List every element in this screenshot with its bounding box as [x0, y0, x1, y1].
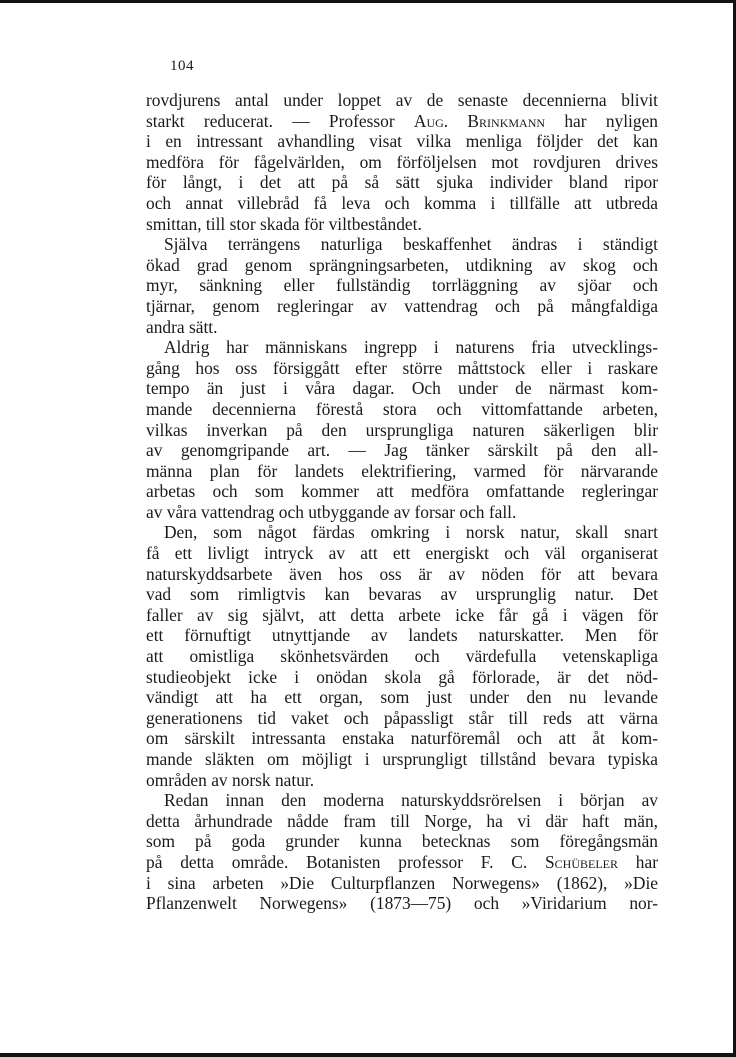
text-line: att omistliga skönhetsvärden och värdefulla vetenskapliga [146, 646, 658, 667]
text-line: ett förnuftigt utnyttjande av landets naturskatter. Men för [146, 625, 658, 646]
text-line: tempo än just i våra dagar. Och under de närmast kom- [146, 378, 658, 399]
page-number: 104 [170, 58, 194, 74]
text-line: vad som rimligtvis kan bevaras av ursprunglig natur. Det [146, 584, 658, 605]
text-line: i en intressant avhandling visat vilka menliga följder det kan [146, 131, 658, 152]
text-line: i sina arbeten »Die Culturpflanzen Norwegens» (1862), »Die [146, 872, 658, 893]
text-line: och annat villebråd få leva och komma i tillfälle att utbreda [146, 192, 658, 213]
text-line: Själva terrängens naturliga beskaffenhet ändras i ständigt [164, 234, 658, 255]
text-line: av våra vattendrag och utbyggande av forsar och fall. [146, 501, 517, 522]
text-line: Redan innan den moderna naturskyddsrörelsen i början av [164, 790, 658, 811]
text-line: få ett livligt intryck av att ett energiskt och väl organiserat [146, 543, 658, 564]
text-line: generationens tid vaket och påpassligt står till reds att värna [146, 707, 658, 728]
text-line: myr, sänkning eller fullständig torrläggning av sjöar och [146, 275, 658, 296]
text-line: andra sätt. [146, 316, 218, 337]
text-line: studieobjekt icke i onödan skola gå förlorade, är det nöd- [146, 666, 658, 687]
text-line: tjärnar, genom regleringar av vattendrag och på mångfaldiga [146, 295, 658, 316]
text-line: medföra för fågelvärlden, om förföljelsen mot rovdjuren drives [146, 151, 658, 172]
text-line: männa plan för landets elektrifiering, varmed för närvarande [146, 460, 658, 481]
text-line: för långt, i det att på så sätt sjuka individer bland ripor [146, 172, 658, 193]
text-line: mande decennierna förestå stora och vittomfattande arbeten, [146, 398, 658, 419]
text-line: om särskilt intressanta enstaka naturföremål och att åt kom- [146, 728, 658, 749]
text-line: på detta område. Botanisten professor F. C. Schübeler har [146, 851, 659, 872]
text-line: Pflanzenwelt Norwegens» (1873—75) och »Viridarium nor- [146, 893, 658, 914]
text-line: av genomgripande art. — Jag tänker särskilt på den all- [146, 440, 658, 461]
text-line: gång hos oss försiggått efter större måttstock eller i raskare [146, 357, 658, 378]
text-line: vändigt att ha ett organ, som just under den nu levande [146, 687, 658, 708]
text-line: faller av sig självt, att detta arbete icke får gå i vägen för [146, 604, 658, 625]
text-line: områden av norsk natur. [146, 769, 315, 790]
text-line: naturskyddsarbete även hos oss är av nöden för att bevara [146, 563, 658, 584]
body-text [146, 90, 658, 914]
text-line: smittan, till stor skada för viltbeståndet. [146, 213, 422, 234]
text-line: Aldrig har människans ingrepp i naturens fria utvecklings- [164, 337, 658, 358]
text-line: mande släkten om möjligt i ursprungligt tillstånd bevara typiska [146, 749, 658, 769]
text-line: Den, som något färdas omkring i norsk natur, skall snart [164, 522, 658, 543]
text-line: detta århundrade nådde fram till Norge, ha vi där haft män, [146, 810, 658, 831]
author-name: Aug. Brinkmann [413, 110, 546, 131]
text-line: vilkas inverkan på den ursprungliga naturen säkerligen blir [146, 419, 658, 440]
text-line: starkt reducerat. — Professor Aug. Brinkmann har nyligen [146, 110, 658, 131]
text-line: ökad grad genom sprängningsarbeten, utdikning av skog och [146, 254, 658, 275]
scan-border-bottom [0, 1053, 736, 1057]
text-line: arbetas och som kommer att medföra omfattande regleringar [146, 481, 658, 502]
text-line: som på goda grunder kunna betecknas som föregångsmän [146, 831, 658, 852]
text-line: rovdjurens antal under loppet av de senaste decennierna blivit [146, 90, 658, 110]
author-name: Schübeler [544, 851, 618, 872]
scan-border-top [0, 0, 736, 3]
